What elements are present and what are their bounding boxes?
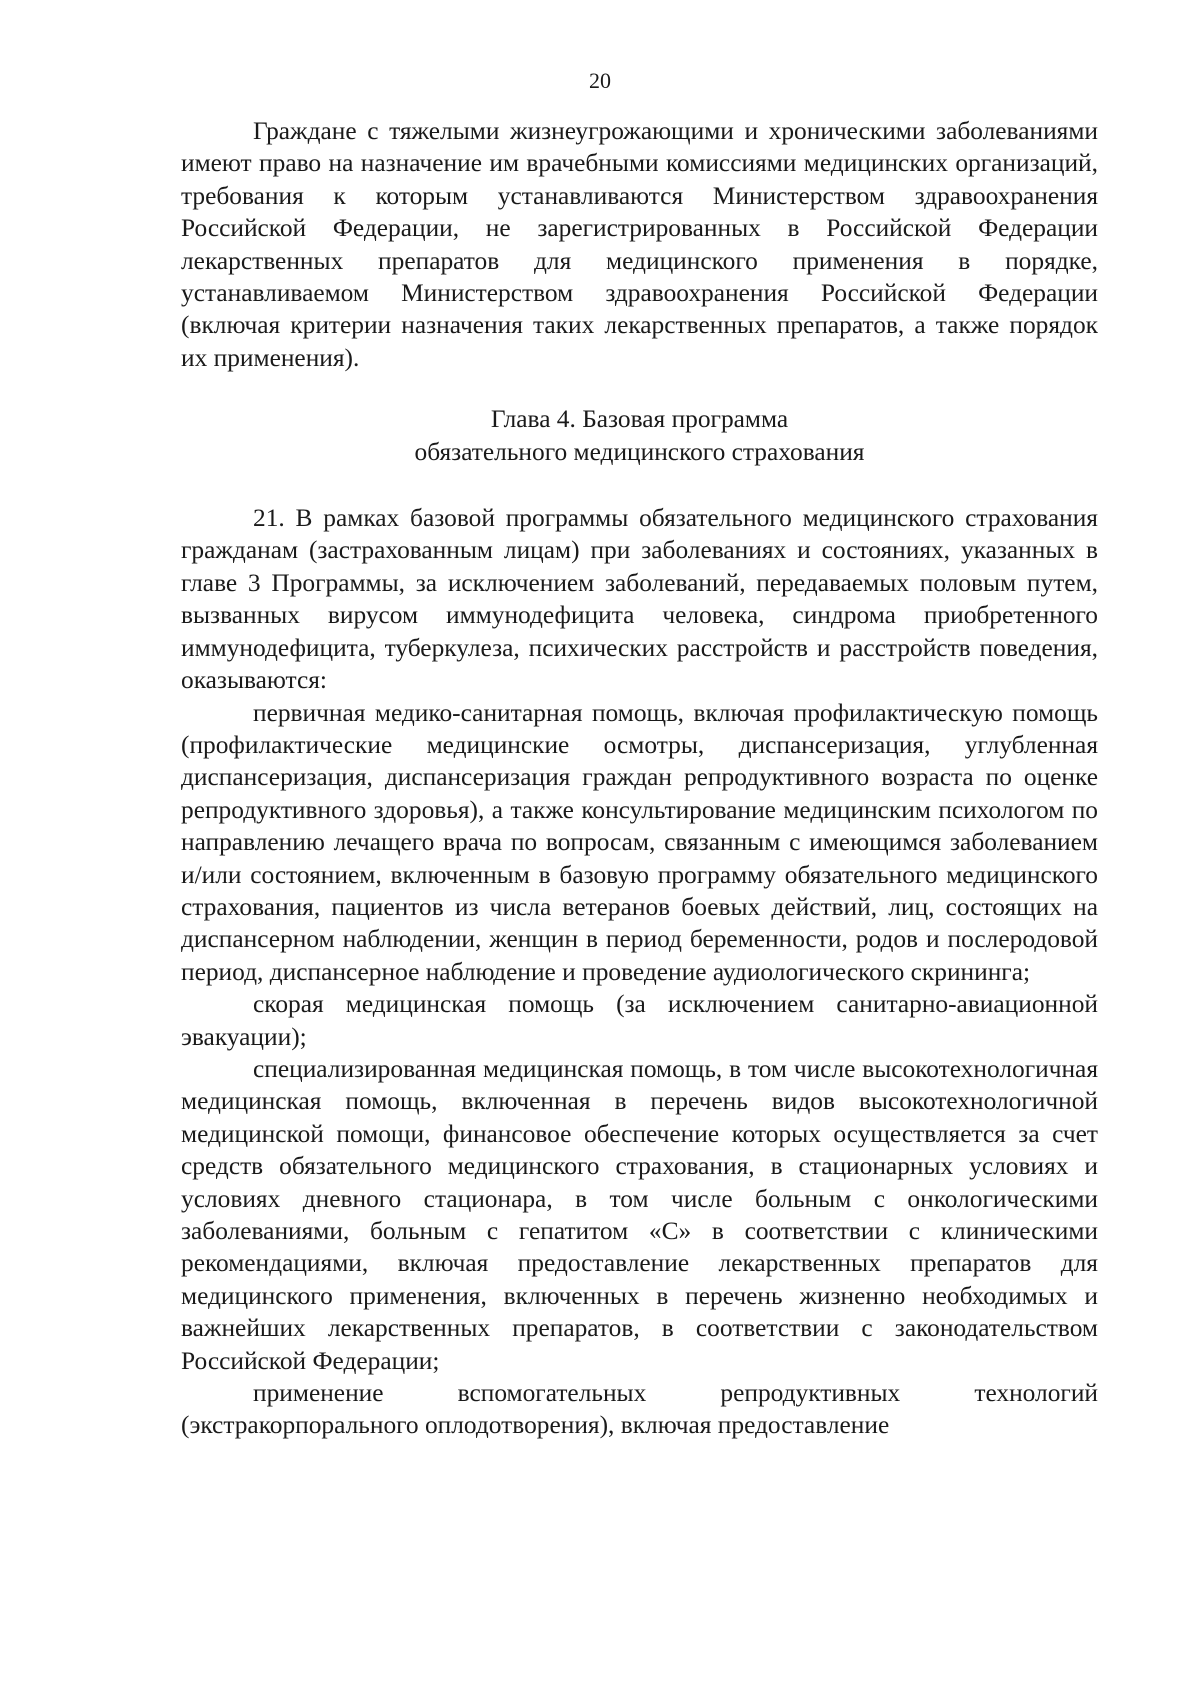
list-item-emergency-care: скорая медицинская помощь (за исключением санитарно-авиационной эвакуации); xyxy=(181,990,1098,1051)
chapter-title-line-2: обязательного медицинского страхования xyxy=(414,437,865,466)
chapter-heading xyxy=(181,403,1098,468)
section-21-lead: 21. В рамках базовой программы обязательного медицинского страхования гражданам (застрахованным лицам) при заболеваниях и состояниях, указанных в главе 3 Программы, за исключением заболеваний, передаваемых половым путем, вызванных вирусом иммунодефицита человека, синдрома приобретенного иммунодефицита, туберкулеза, психических расстройств и расстройств поведения, оказываются: xyxy=(181,504,1098,695)
document-body xyxy=(181,115,1098,1442)
intro-paragraph: Граждане с тяжелыми жизнеугрожающими и хроническими заболеваниями имеют право на назначение им врачебными комиссиями медицинских организаций, требования к которым устанавливаются Министерством здравоохранения Российской Федерации, не зарегистрированных в Российской Федерации лекарственных препаратов для медицинского применения в порядке, устанавливаемом Министерством здравоохранения Российской Федерации (включая критерии назначения таких лекарственных препаратов, а также порядок их применения). xyxy=(181,117,1098,372)
list-item-reproductive-tech: применение вспомогательных репродуктивных технологий (экстракорпорального оплодотворения), включая предоставление xyxy=(181,1379,1098,1440)
chapter-title-line-1: Глава 4. Базовая программа xyxy=(490,405,789,434)
page-number: 20 xyxy=(589,68,611,93)
list-item-primary-care: первичная медико-санитарная помощь, включая профилактическую помощь (профилактические медицинские осмотры, диспансеризация, углубленная диспансеризация, диспансеризация граждан репродуктивного возраста по оценке репродуктивного здоровья), а также консультирование медицинским психологом по направлению лечащего врача по вопросам, связанным с имеющимся заболеванием и/или состоянием, включенным в базовую программу обязательного медицинского страхования, пациентов из числа ветеранов боевых действий, лиц, состоящих на диспансерном наблюдении, женщин в период беременности, родов и послеродовой период, диспансерное наблюдение и проведение аудиологического скрининга; xyxy=(181,698,1098,986)
list-item-specialized-care: специализированная медицинская помощь, в том числе высокотехнологичная медицинская помощь, включенная в перечень видов высокотехнологичной медицинской помощи, финансовое обеспечение которых осуществляется за счет средств обязательного медицинского страхования, в стационарных условиях и условиях дневного стационара, в том числе больным с онкологическими заболеваниями, больным с гепатитом «С» в соответствии с клиническими рекомендациями, включая предоставление лекарственных препаратов для медицинского применения, включенных в перечень жизненно необходимых и важнейших лекарственных препаратов, в соответствии с законодательством Российской Федерации; xyxy=(181,1054,1098,1375)
